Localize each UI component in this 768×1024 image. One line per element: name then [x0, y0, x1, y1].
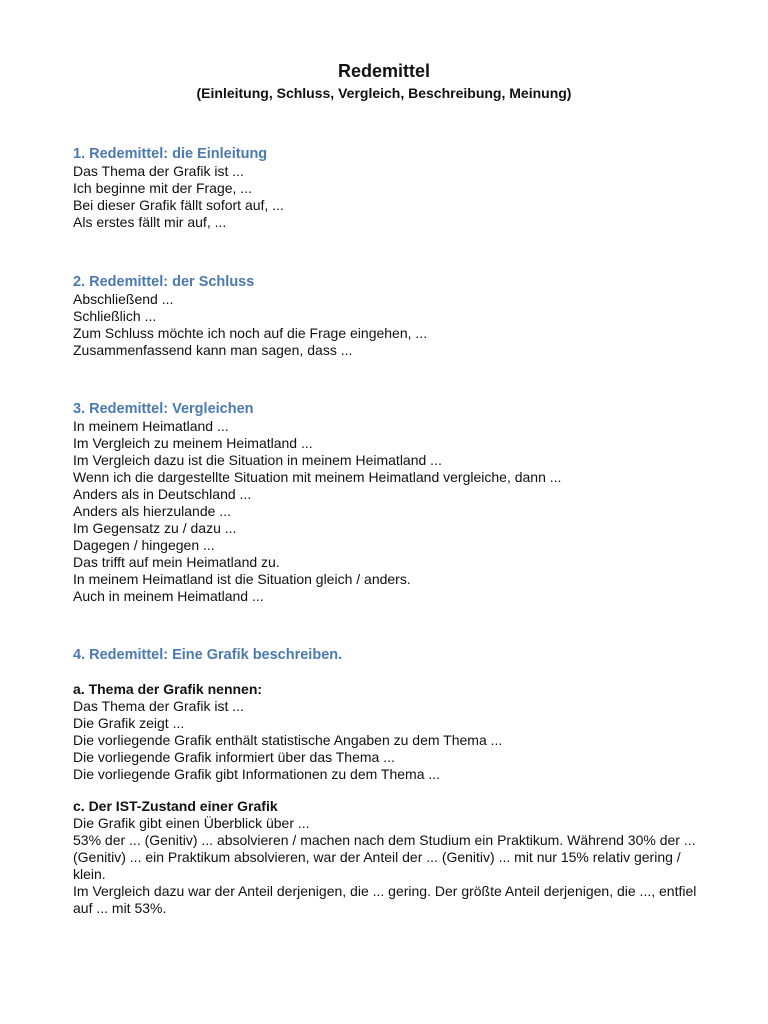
section-heading: 1. Redemittel: die Einleitung	[73, 146, 268, 162]
text-line: In meinem Heimatland ...	[73, 418, 229, 434]
section-heading: a. Thema der Grafik nennen:	[73, 681, 263, 697]
section-grafik-beschreiben	[73, 647, 713, 664]
section-heading: 3. Redemittel: Vergleichen	[73, 401, 254, 417]
text-line: Anders als in Deutschland ...	[73, 486, 252, 502]
section-heading: 2. Redemittel: der Schluss	[73, 274, 255, 290]
subsection-thema-nennen	[73, 681, 713, 783]
text-line: Dagegen / hingegen ...	[73, 537, 215, 553]
text-line: Abschließend ...	[73, 291, 174, 307]
text-line: Bei dieser Grafik fällt sofort auf, ...	[73, 197, 284, 213]
text-line: Im Gegensatz zu / dazu ...	[73, 520, 237, 536]
section-einleitung	[73, 146, 713, 231]
text-line: Als erstes fällt mir auf, ...	[73, 214, 227, 230]
text-line: Zum Schluss möchte ich noch auf die Frage eingehen, ...	[73, 325, 428, 341]
section-schluss	[73, 274, 713, 359]
text-line: Das trifft auf mein Heimatland zu.	[73, 554, 280, 570]
text-line: In meinem Heimatland ist die Situation gleich / anders.	[73, 571, 411, 587]
section-heading: 4. Redemittel: Eine Grafik beschreiben.	[73, 647, 343, 663]
text-line: Anders als hierzulande ...	[73, 503, 231, 519]
subsection-ist-zustand	[73, 798, 713, 917]
text-line: Im Vergleich dazu war der Anteil derjenigen, die ... gering. Der größte Anteil derjenigen, die ..., entfiel auf ... mit 53%.	[73, 883, 697, 916]
text-line: Das Thema der Grafik ist ...	[73, 698, 244, 714]
text-line: Im Vergleich zu meinem Heimatland ...	[73, 435, 313, 451]
text-line: 53% der ... (Genitiv) ... absolvieren / machen nach dem Studium ein Praktikum. Während 30% der ... (Genitiv) ... ein Praktikum absolvieren, war der Anteil der ... (Genitiv) ... mit nur 15% relativ gering / klein.	[73, 832, 696, 882]
text-line: Zusammenfassend kann man sagen, dass ...	[73, 342, 353, 358]
section-heading: c. Der IST-Zustand einer Grafik	[73, 798, 278, 814]
text-line: Ich beginne mit der Frage, ...	[73, 180, 252, 196]
text-line: Auch in meinem Heimatland ...	[73, 588, 264, 604]
text-line: Die vorliegende Grafik enthält statistische Angaben zu dem Thema ...	[73, 732, 503, 748]
page-title: Redemittel	[337, 61, 431, 81]
text-line: Wenn ich die dargestellte Situation mit meinem Heimatland vergleiche, dann ...	[73, 469, 562, 485]
text-line: Die vorliegende Grafik informiert über das Thema ...	[73, 749, 395, 765]
text-line: Das Thema der Grafik ist ...	[73, 163, 244, 179]
text-line: Schließlich ...	[73, 308, 157, 324]
text-line: Die Grafik gibt einen Überblick über ...	[73, 815, 310, 831]
text-line: Die vorliegende Grafik gibt Informationen zu dem Thema ...	[73, 766, 441, 782]
text-line: Im Vergleich dazu ist die Situation in meinem Heimatland ...	[73, 452, 442, 468]
section-vergleichen	[73, 401, 713, 605]
page-subtitle: (Einleitung, Schluss, Vergleich, Beschreibung, Meinung)	[196, 85, 572, 101]
text-line: Die Grafik zeigt ...	[73, 715, 185, 731]
